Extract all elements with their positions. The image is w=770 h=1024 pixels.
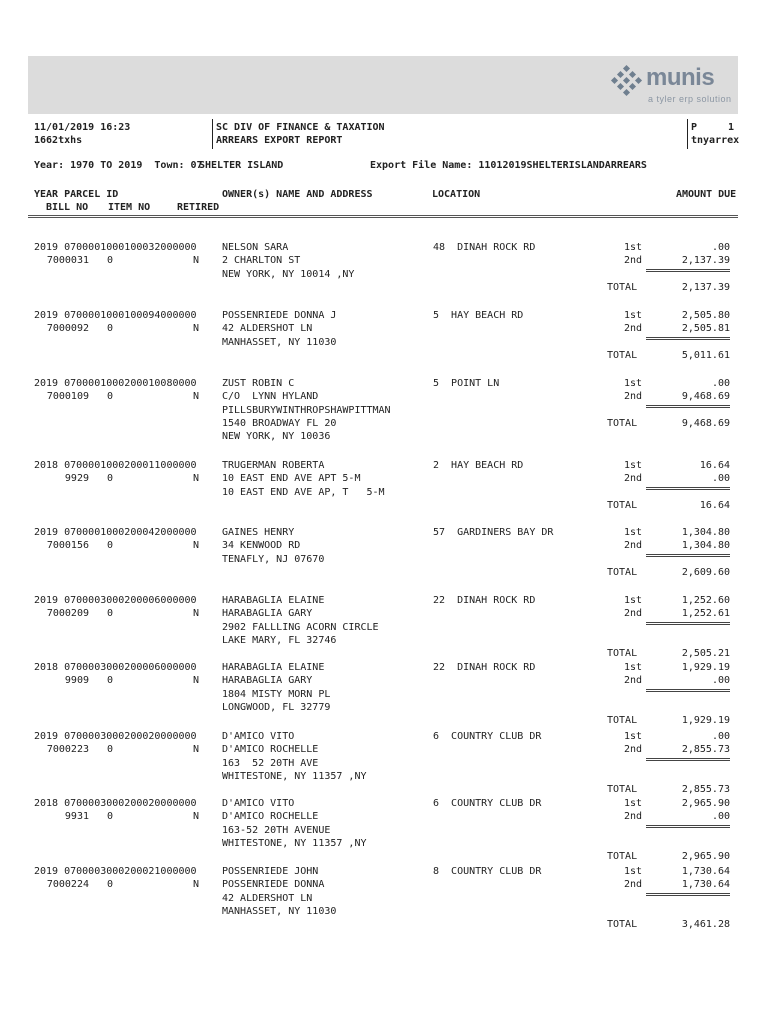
col-item-no: ITEM NO [108,202,151,213]
owner-line: MANHASSET, NY 11030 [222,336,337,348]
retired-flag: N [193,811,200,823]
period-2-amount: 9,468.69 [681,391,730,403]
item-no: 0 [107,255,114,267]
property-location: 22 DINAH ROCK RD [433,595,536,606]
item-no: 0 [107,540,114,552]
period-2-label: 2nd [624,255,643,267]
col-amount-due: AMOUNT DUE [676,189,737,200]
period-1-label: 1st [624,866,643,877]
property-location: 2 HAY BEACH RD [433,460,524,471]
report-title-1: SC DIV OF FINANCE & TAXATION [216,122,385,133]
period-1-label: 1st [624,460,643,471]
property-location: 6 COUNTRY CLUB DR [433,731,542,742]
retired-flag: N [193,540,200,552]
total-label: TOTAL [607,282,638,293]
period-2-amount: .00 [711,473,730,485]
item-no: 0 [107,323,114,335]
total-label: TOTAL [607,350,638,361]
owner-line: PILLSBURYWINTHROPSHAWPITTMAN [222,404,391,416]
total-label: TOTAL [607,784,638,796]
export-file-name: Export File Name: 11012019SHELTERISLANDARREARS [370,160,647,171]
period-2-label: 2nd [624,473,643,485]
col-year-parcel: YEAR PARCEL ID [34,189,119,200]
total-label: TOTAL [607,851,638,863]
town-name: SHELTER ISLAND [199,160,284,171]
period-2-amount: 2,855.73 [681,744,730,756]
total-label: TOTAL [607,418,638,429]
owner-line: TRUGERMAN ROBERTA [222,460,325,471]
retired-flag: N [193,391,200,403]
page-label: P [691,122,698,133]
retired-flag: N [193,608,200,620]
retired-flag: N [193,879,200,891]
owner-line: 10 EAST END AVE APT 5-M [222,473,361,485]
owner-line: NEW YORK, NY 10036 [222,431,331,443]
owner-line: D'AMICO ROCHELLE [222,744,319,756]
report-datetime: 11/01/2019 16:23 [34,122,131,133]
owner-line: D'AMICO ROCHELLE [222,811,319,823]
period-1-label: 1st [624,662,643,673]
retired-flag: N [193,323,200,335]
total-amount: 2,505.21 [681,648,730,660]
owner-line: 163-52 20TH AVENUE [222,824,331,836]
total-amount: 5,011.61 [681,350,730,361]
owner-line: D'AMICO VITO [222,798,295,809]
total-amount: 16.64 [699,500,730,511]
retired-flag: N [193,473,200,485]
owner-line: POSSENRIEDE JOHN [222,866,319,877]
header-divider-left [212,119,213,149]
owner-line: NEW YORK, NY 10014 ,NY [222,268,355,280]
total-amount: 9,468.69 [681,418,730,429]
munis-logo [612,64,732,108]
report-code: 1662txhs [34,135,83,146]
period-2-amount: .00 [711,811,730,823]
period-1-label: 1st [624,798,643,809]
owner-line: 42 ALDERSHOT LN [222,323,313,335]
property-location: 57 GARDINERS BAY DR [433,527,554,538]
retired-flag: N [193,744,200,756]
owner-line: TENAFLY, NJ 07670 [222,553,325,565]
item-no: 0 [107,675,114,687]
period-1-amount: .00 [711,242,730,253]
bill-no: 7000031 [46,255,89,267]
owner-line: 42 ALDERSHOT LN [222,892,313,904]
bill-no: 7000092 [46,323,89,335]
subtotal-rule [646,622,730,625]
period-2-amount: 1,252.61 [681,608,730,620]
period-1-amount: .00 [711,378,730,389]
property-location: 48 DINAH ROCK RD [433,242,536,253]
period-1-amount: 1,252.60 [681,595,730,606]
report-title-2: ARREARS EXPORT REPORT [216,135,343,146]
property-location: 6 COUNTRY CLUB DR [433,798,542,809]
period-1-amount: 1,304.80 [681,527,730,538]
period-1-label: 1st [624,595,643,606]
period-2-label: 2nd [624,323,643,335]
period-1-amount: 16.64 [699,460,730,471]
owner-line: 10 EAST END AVE AP, T 5-M [222,486,385,498]
period-2-amount: 1,730.64 [681,879,730,891]
year-parcel-id: 2018 0700003000200020000000 [34,798,197,809]
header-separator [28,215,738,218]
subtotal-rule [646,337,730,340]
total-amount: 1,929.19 [681,715,730,727]
header-banner [28,56,738,114]
bill-no: 7000109 [46,391,89,403]
owner-line: WHITESTONE, NY 11357 ,NY [222,837,367,849]
total-amount: 2,137.39 [681,282,730,293]
page-number: 1 [728,122,735,133]
owner-line: MANHASSET, NY 11030 [222,905,337,917]
period-1-label: 1st [624,527,643,538]
period-2-label: 2nd [624,391,643,403]
period-2-label: 2nd [624,744,643,756]
owner-line: GAINES HENRY [222,527,295,538]
total-label: TOTAL [607,648,638,660]
period-2-label: 2nd [624,879,643,891]
owner-line: 34 KENWOOD RD [222,540,301,552]
total-label: TOTAL [607,715,638,727]
owner-line: 2902 FALLLING ACORN CIRCLE [222,621,379,633]
period-1-amount: 2,965.90 [681,798,730,809]
year-parcel-id: 2019 0700003000200006000000 [34,595,197,606]
item-no: 0 [107,744,114,756]
property-location: 5 HAY BEACH RD [433,310,524,321]
subtotal-rule [646,405,730,408]
logo-dots-icon [612,66,642,96]
item-no: 0 [107,608,114,620]
year-parcel-id: 2018 0700001000200011000000 [34,460,197,471]
year-parcel-id: 2019 0700001000200042000000 [34,527,197,538]
subtotal-rule [646,269,730,272]
year-parcel-id: 2019 0700003000200021000000 [34,866,197,877]
owner-line: HARABAGLIA ELAINE [222,595,325,606]
period-2-amount: 1,304.80 [681,540,730,552]
year-parcel-id: 2019 0700003000200020000000 [34,731,197,742]
bill-no: 7000224 [46,879,89,891]
owner-line: LAKE MARY, FL 32746 [222,634,337,646]
total-amount: 3,461.28 [681,919,730,931]
item-no: 0 [107,391,114,403]
period-2-label: 2nd [624,675,643,687]
owner-line: C/O LYNN HYLAND [222,391,319,403]
period-1-label: 1st [624,242,643,253]
col-owner: OWNER(s) NAME AND ADDRESS [222,189,373,200]
period-2-label: 2nd [624,540,643,552]
item-no: 0 [107,473,114,485]
col-location: LOCATION [432,189,481,200]
period-2-amount: 2,137.39 [681,255,730,267]
property-location: 5 POINT LN [433,378,500,389]
subtotal-rule [646,689,730,692]
owner-line: 163 52 20TH AVE [222,757,319,769]
total-amount: 2,965.90 [681,851,730,863]
owner-line: HARABAGLIA ELAINE [222,662,325,673]
subtotal-rule [646,554,730,557]
year-parcel-id: 2019 0700001000100094000000 [34,310,197,321]
total-label: TOTAL [607,567,638,578]
bill-no: 9931 [64,811,89,823]
year-parcel-id: 2019 0700001000200010080000 [34,378,197,389]
total-label: TOTAL [607,500,638,511]
owner-line: WHITESTONE, NY 11357 ,NY [222,770,367,782]
program-name: tnyarrex [691,135,740,146]
owner-line: ZUST ROBIN C [222,378,295,389]
logo-tagline: a tyler erp solution [648,94,732,104]
property-location: 22 DINAH ROCK RD [433,662,536,673]
subtotal-rule [646,893,730,896]
bill-no: 7000209 [46,608,89,620]
item-no: 0 [107,879,114,891]
owner-line: 2 CHARLTON ST [222,255,301,267]
bill-no: 9929 [64,473,89,485]
header-divider-right [687,119,688,149]
owner-line: POSSENRIEDE DONNA [222,879,325,891]
owner-line: 1540 BROADWAY FL 20 [222,417,337,429]
period-1-amount: 2,505.80 [681,310,730,321]
subtotal-rule [646,825,730,828]
subtotal-rule [646,487,730,490]
bill-no: 9909 [64,675,89,687]
property-location: 8 COUNTRY CLUB DR [433,866,542,877]
item-no: 0 [107,811,114,823]
year-parcel-id: 2019 0700001000100032000000 [34,242,197,253]
total-amount: 2,609.60 [681,567,730,578]
period-1-amount: 1,929.19 [681,662,730,673]
year-parcel-id: 2018 0700003000200006000000 [34,662,197,673]
period-1-label: 1st [624,310,643,321]
total-label: TOTAL [607,919,638,931]
retired-flag: N [193,255,200,267]
period-1-label: 1st [624,378,643,389]
period-2-label: 2nd [624,811,643,823]
owner-line: NELSON SARA [222,242,289,253]
year-range: Year: 1970 TO 2019 Town: 07 [34,160,203,171]
period-1-amount: .00 [711,731,730,742]
col-retired: RETIRED [177,202,220,213]
owner-line: 1804 MISTY MORN PL [222,688,331,700]
owner-line: HARABAGLIA GARY [222,608,313,620]
period-1-label: 1st [624,731,643,742]
owner-line: D'AMICO VITO [222,731,295,742]
period-2-label: 2nd [624,608,643,620]
col-bill-no: BILL NO [46,202,89,213]
owner-line: HARABAGLIA GARY [222,675,313,687]
logo-brand: munis [646,64,715,91]
bill-no: 7000223 [46,744,89,756]
period-2-amount: .00 [711,675,730,687]
owner-line: POSSENRIEDE DONNA J [222,310,337,321]
retired-flag: N [193,675,200,687]
period-2-amount: 2,505.81 [681,323,730,335]
bill-no: 7000156 [46,540,89,552]
period-1-amount: 1,730.64 [681,866,730,877]
owner-line: LONGWOOD, FL 32779 [222,701,331,713]
subtotal-rule [646,758,730,761]
total-amount: 2,855.73 [681,784,730,796]
